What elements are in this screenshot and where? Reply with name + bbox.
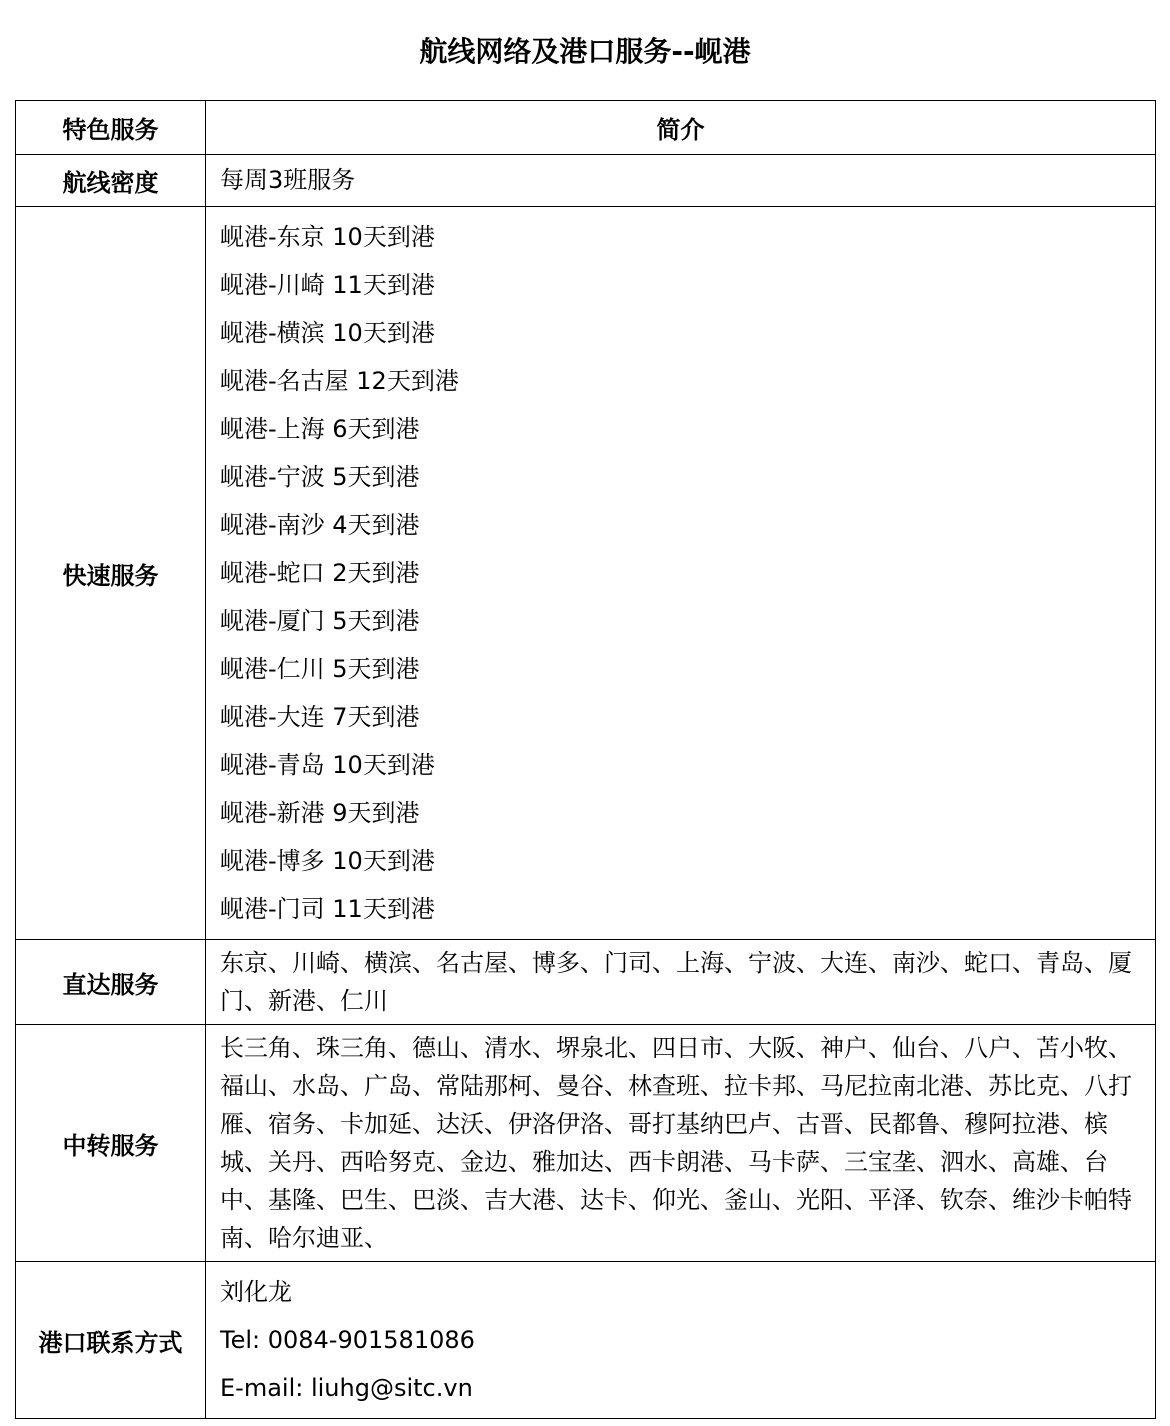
value-express (206, 207, 1156, 940)
table-header-row (16, 101, 1156, 155)
label-contact: 港口联系方式 (16, 1262, 206, 1419)
row-direct (16, 940, 1156, 1025)
contact-email: E-mail: liuhg@sitc.vn (220, 1374, 473, 1402)
value-direct: 东京、川崎、横滨、名古屋、博多、门司、上海、宁波、大连、南沙、蛇口、青岛、厦门、新港、仁川 (206, 940, 1156, 1025)
express-route: 岘港-横滨 10天到港 (220, 319, 435, 347)
row-frequency (16, 155, 1156, 207)
express-route: 岘港-蛇口 2天到港 (220, 559, 420, 587)
express-route: 岘港-南沙 4天到港 (220, 511, 420, 539)
row-transit (16, 1025, 1156, 1262)
header-introduction: 简介 (206, 101, 1156, 155)
value-contact (206, 1262, 1156, 1419)
express-route: 岘港-大连 7天到港 (220, 703, 420, 731)
express-route: 岘港-川崎 11天到港 (220, 271, 435, 299)
row-contact (16, 1262, 1156, 1419)
page-title: 航线网络及港口服务--岘港 (419, 35, 751, 68)
label-frequency: 航线密度 (16, 155, 206, 207)
value-transit: 长三角、珠三角、德山、清水、堺泉北、四日市、大阪、神户、仙台、八户、苫小牧、福山、水岛、广岛、常陆那柯、曼谷、林查班、拉卡邦、马尼拉南北港、苏比克、八打雁、宿务、卡加延、达沃、伊洛伊洛、哥打基纳巴卢、古晋、民都鲁、穆阿拉港、槟城、关丹、西哈努克、金边、雅加达、西卡朗港、马卡萨、三宝垄、泗水、高雄、台中、基隆、巴生、巴淡、吉大港、达卡、仰光、釜山、光阳、平泽、钦奈、维沙卡帕特南、哈尔迪亚、 (206, 1025, 1156, 1262)
value-frequency: 每周3班服务 (206, 155, 1156, 207)
express-route: 岘港-东京 10天到港 (220, 223, 435, 251)
express-route: 岘港-名古屋 12天到港 (220, 367, 459, 395)
service-table (15, 100, 1156, 1419)
express-route: 岘港-上海 6天到港 (220, 415, 420, 443)
express-route: 岘港-新港 9天到港 (220, 799, 420, 827)
header-feature-service: 特色服务 (16, 101, 206, 155)
express-route: 岘港-青岛 10天到港 (220, 751, 435, 779)
label-direct: 直达服务 (16, 940, 206, 1025)
label-transit: 中转服务 (16, 1025, 206, 1262)
express-route: 岘港-博多 10天到港 (220, 847, 435, 875)
contact-name: 刘化龙 (220, 1278, 292, 1306)
express-route: 岘港-门司 11天到港 (220, 895, 435, 923)
express-route: 岘港-宁波 5天到港 (220, 463, 420, 491)
label-express: 快速服务 (16, 207, 206, 940)
express-route: 岘港-厦门 5天到港 (220, 607, 420, 635)
row-express (16, 207, 1156, 940)
contact-tel: Tel: 0084-901581086 (220, 1326, 475, 1354)
express-route: 岘港-仁川 5天到港 (220, 655, 420, 683)
